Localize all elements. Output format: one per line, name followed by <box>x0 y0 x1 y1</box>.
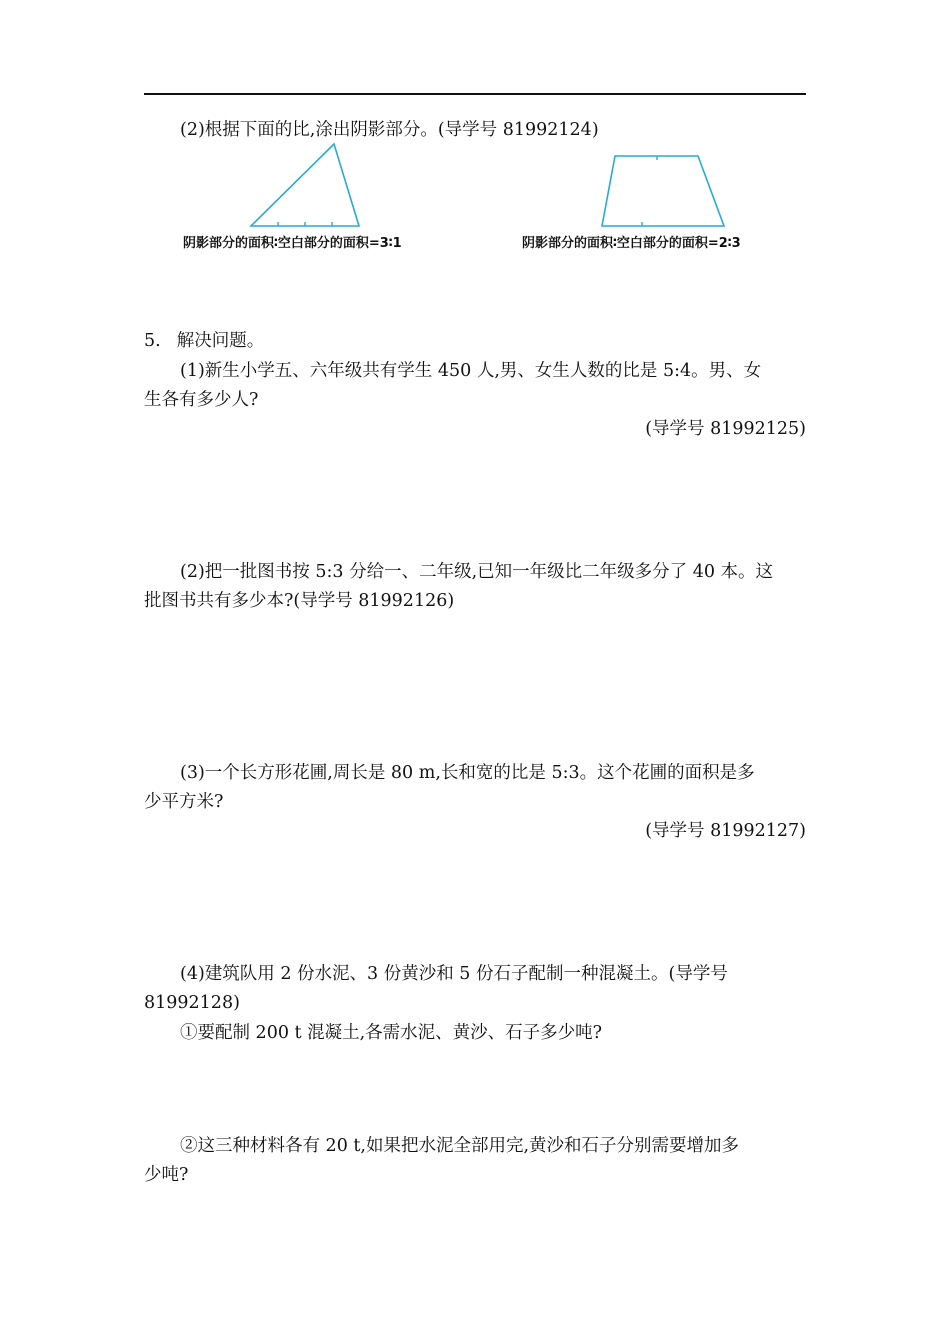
q5-p4-sub2-line1: ②这三种材料各有 20 t,如果把水泥全部用完,黄沙和石子分别需要增加多 <box>180 1136 740 1156</box>
q5-p4-line1: (4)建筑队用 2 份水泥、3 份黄沙和 5 份石子配制一种混凝土。(导学号 <box>180 964 728 984</box>
trapezoid-figure <box>597 150 729 232</box>
q5-title: 解决问题。 <box>176 331 265 351</box>
q5-p3-ref: (导学号 81992127) <box>645 821 806 841</box>
q5-p4-sub2-line2: 少吨? <box>144 1165 189 1185</box>
q4-part2-text: (2)根据下面的比,涂出阴影部分。(导学号 81992124) <box>180 120 599 140</box>
q5-p2-line1: (2)把一批图书按 5:3 分给一、二年级,已知一年级比二年级多分了 40 本。这 <box>180 562 774 582</box>
q5-p3-line2: 少平方米? <box>144 792 224 812</box>
triangle-caption: 阴影部分的面积∶空白部分的面积=3∶1 <box>183 236 402 251</box>
triangle-shape <box>251 144 359 226</box>
q5-number: 5. <box>144 331 161 351</box>
q5-p1-line2: 生各有多少人? <box>144 390 259 410</box>
q5-p2-line2: 批图书共有多少本?(导学号 81992126) <box>144 591 455 611</box>
q5-p1-ref: (导学号 81992125) <box>645 419 806 439</box>
q5-p4-sub1: ①要配制 200 t 混凝土,各需水泥、黄沙、石子多少吨? <box>180 1023 603 1043</box>
q5-heading <box>144 330 264 352</box>
q5-p1-line1: (1)新生小学五、六年级共有学生 450 人,男、女生人数的比是 5:4。男、女 <box>180 361 762 381</box>
header-rule <box>144 93 806 95</box>
trapezoid-shape <box>602 156 724 226</box>
q5-p3-line1: (3)一个长方形花圃,周长是 80 m,长和宽的比是 5:3。这个花圃的面积是多 <box>180 763 755 783</box>
q5-p4-line2: 81992128) <box>144 993 240 1013</box>
trapezoid-caption: 阴影部分的面积∶空白部分的面积=2∶3 <box>522 236 741 251</box>
triangle-figure <box>245 140 365 232</box>
